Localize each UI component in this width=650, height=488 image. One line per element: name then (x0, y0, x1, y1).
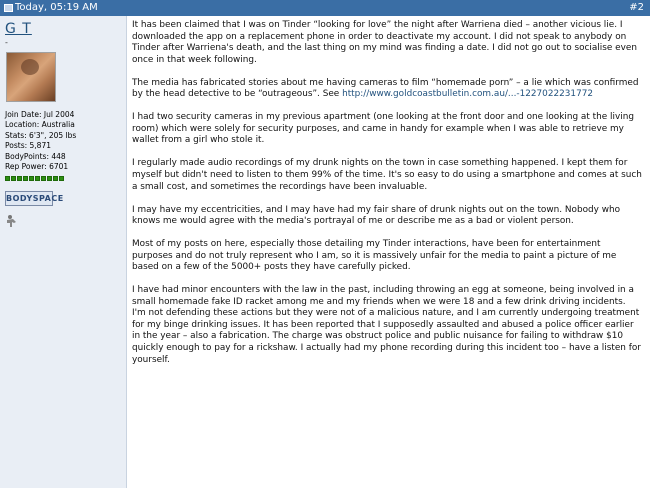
reputation-pip (59, 176, 64, 181)
body-points: BodyPoints: 448 (5, 151, 66, 161)
bodybuilder-icon[interactable] (5, 214, 19, 228)
post-body (132, 20, 642, 378)
location: Location: Australia (5, 120, 75, 130)
post-number-link[interactable]: #2 (629, 2, 644, 13)
reputation-pip (5, 176, 10, 181)
post-paragraph: Most of my posts on here, especially those detailing my Tinder interactions, have been for entertainment purposes and do not truly represent who I am, so it is massively unfair for the media to paint a picture of me based on a few of the 5000+ posts they have carefully picked. (132, 239, 617, 273)
bodyspace-button[interactable] (5, 191, 64, 206)
post-paragraph (132, 78, 642, 101)
post-paragraph: I had two security cameras in my previous apartment (one looking at the front door and one looking at the living room) which were solely for security purposes, and came in handy for example when I was able to retrieve my wallet from a girl who stole it. (132, 112, 634, 146)
reputation-pip (11, 176, 16, 181)
reputation-pips (5, 176, 65, 182)
user-stats (5, 110, 76, 172)
post-date: Today, 05:19 AM (15, 2, 98, 13)
reputation-pip (23, 176, 28, 181)
post-paragraph: I regularly made audio recordings of my drunk nights on the town in case something happened. I kept them for myself but didn't need to listen to them 99% of the time. It's so easy to do using a smartphone and comes at such a small cost, and sometimes the recordings have been invaluable. (132, 158, 642, 192)
post-paragraph: I have had minor encounters with the law in the past, including throwing an egg at someone, being involved in a small homemade fake ID racket among me and my friends when we were 18 and a few drink driving incidents. I'm not defending these actions but they were not of a malicious nature, and I am currently undergoing treatment for my binge drinking issues. It has been reported that I supposedly assaulted and abused a police officer earlier in the year – also a fabrication. The charge was obstruct police and public nuisance for failing to withdraw $10 quickly enough to pay for a rickshaw. I actually had my phone recording during this incident too – have a listen for yourself. (132, 285, 641, 365)
post-paragraph: It has been claimed that I was on Tinder “looking for love” the night after Warriena died – another vicious lie. I downloaded the app on a replacement phone in order to deactivate my account. I did not speak to anybody on Tinder after Warriena's death, and the last thing on my mind was finding a date. I did not go out to socialise even once in that week following. (132, 20, 637, 65)
reputation-pip (29, 176, 34, 181)
post-paragraph: I may have my eccentricities, and I may have had my fair share of drunk nights out on the town. Nobody who knows me would agree with the media's portrayal of me or describe me as a bad or violent person. (132, 204, 621, 227)
post-count: Posts: 5,871 (5, 141, 51, 151)
rep-power: Rep Power: 6701 (5, 162, 69, 172)
post-header-bar (0, 0, 650, 16)
user-info-panel (0, 16, 127, 488)
join-date: Join Date: Jul 2004 (5, 110, 75, 119)
bodyspace-label: BODYSPACE (6, 194, 64, 203)
avatar[interactable] (6, 52, 56, 102)
paragraph-text: The media has fabricated stories about me having cameras to film “homemade porn” – a lie which was confirmed by the head detective to be “outrageous”. See (132, 77, 639, 100)
reputation-pip (53, 176, 58, 181)
reputation-pip (41, 176, 46, 181)
username-link[interactable]: G T (5, 21, 32, 37)
reputation-pip (47, 176, 52, 181)
user-title: - (5, 38, 8, 47)
body-stats: Stats: 6'3", 205 lbs (5, 130, 77, 140)
post-icon (4, 4, 13, 12)
reputation-pip (35, 176, 40, 181)
article-link[interactable]: http://www.goldcoastbulletin.com.au/...-1227022231772 (342, 89, 594, 100)
reputation-pip (17, 176, 22, 181)
